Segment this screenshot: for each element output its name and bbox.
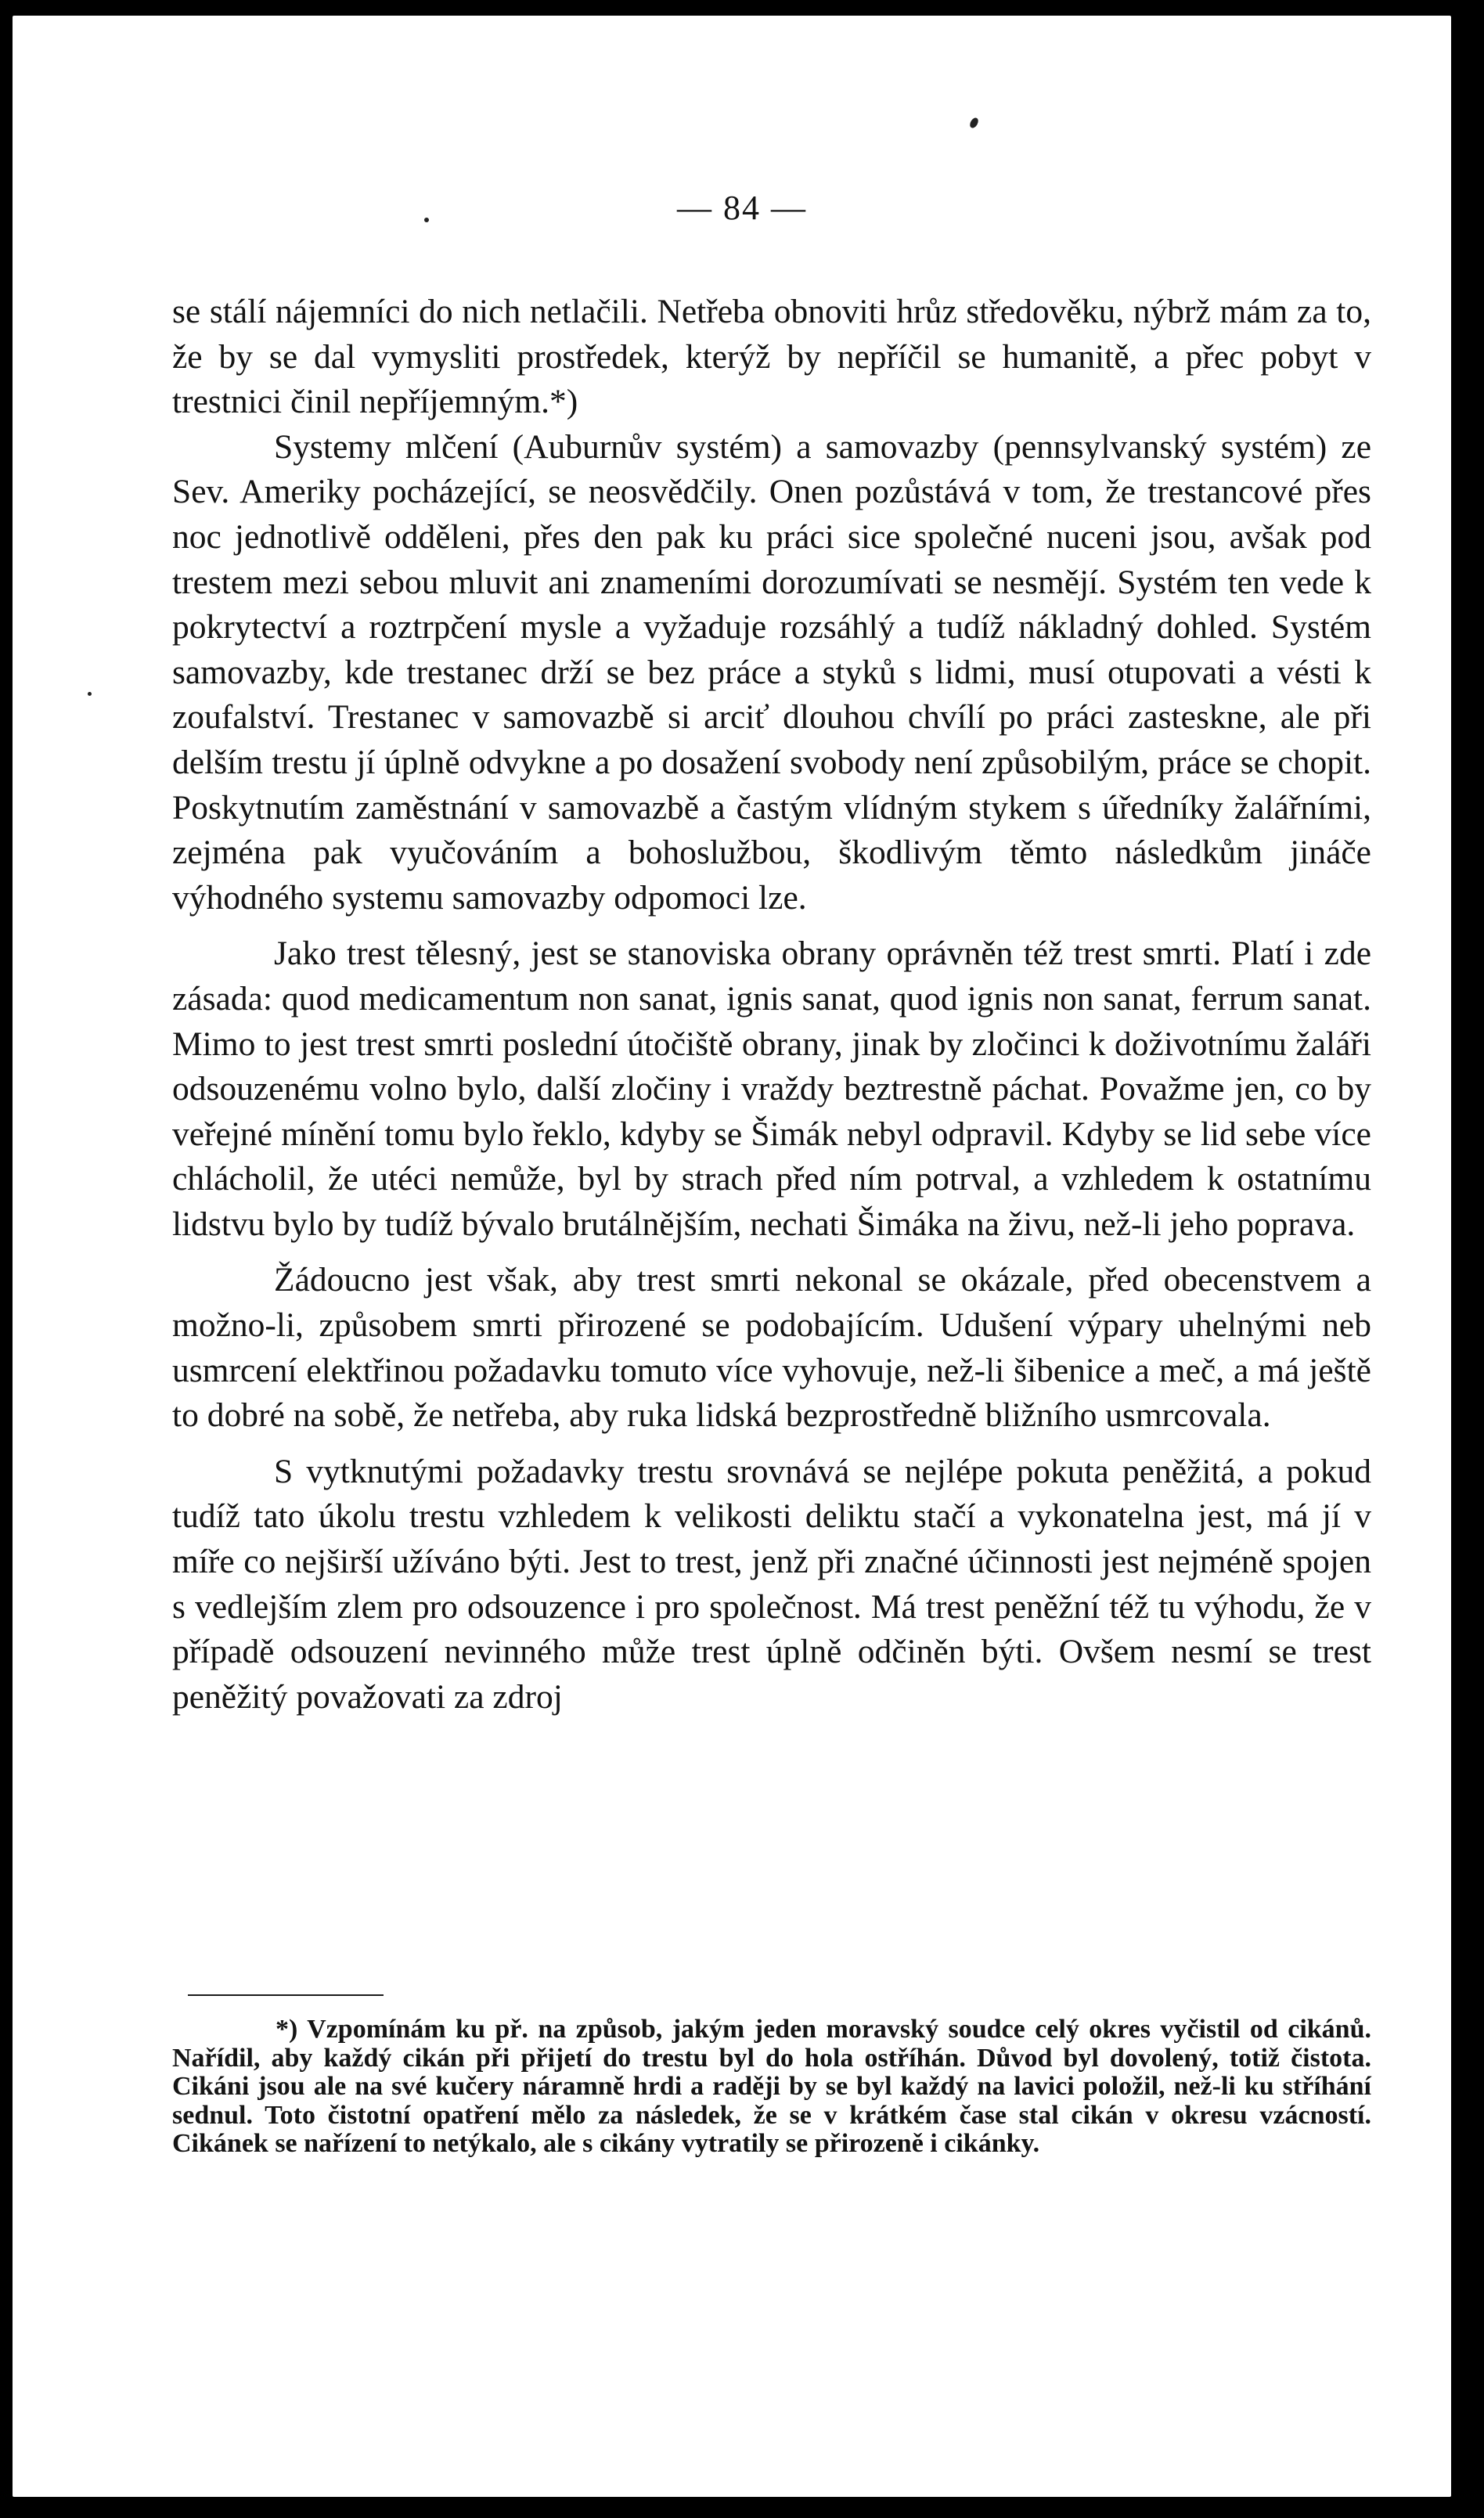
footnote: *) Vzpomínám ku př. na způsob, jakým jeden moravský soudce celý okres vyčistil od cikánů. Nařídil, aby každý cikán při přijetí do trestu byl do hola ostříhán. Důvod byl dovolený, totiž čistota. Cikáni jsou ale na své kučery náramně hrdi a raději by se byl každý na lavici položil, než-li ku stříhání sednul. Toto čistotní opatření mělo za následek, že se v krátkém čase stal cikán v okresu vzácností. Cikánek se nařízení to netýkalo, ale s cikány vytratily se přirozeně i cikánky.	[172, 2015, 1371, 2158]
paragraph: se stálí nájemníci do nich netlačili. Netřeba obnoviti hrůz středověku, nýbrž mám za to, že by se dal vymysliti prostředek, kterýž by nepříčil se humanitě, a přec pobyt v trestnici činil nepříjemným.*)	[172, 293, 1371, 421]
paragraph: S vytknutými požadavky trestu srovnává se nejlépe pokuta peněžitá, a pokud tudíž tato úkolu trestu vzhledem k velikosti deliktu stačí a vykonatelna jest, má jí v míře co nejširší užíváno býti. Jest to trest, jenž při značné účinnosti jest nejméně spojen s vedlejším zlem pro odsouzence i pro společnost. Má trest peněžní též tu výhodu, že v případě odsouzení nevinného může trest úplně odčiněn býti. Ovšem nesmí se trest peněžitý považovati za zdroj	[172, 1452, 1371, 1716]
page-number: — 84 —	[677, 189, 807, 227]
body-text	[172, 290, 1371, 1720]
paragraph: Žádoucno jest však, aby trest smrti nekonal se okázale, před obecenstvem a možno-li, způsobem smrti přirozené se podobajícím. Udušení výpary uhelnými neb usmrcení elektřinou požadavku tomuto více vyhovuje, než-li šibenice a meč, a má ještě to dobré na sobě, že netřeba, aby ruka lidská bezprostředně bližního usmrcovala.	[172, 1261, 1371, 1435]
paragraph: Jako trest tělesný, jest se stanoviska obrany oprávněn též trest smrti. Platí i zde zásada: quod medicamentum non sanat, ignis sanat, quod ignis non sanat, ferrum sanat. Mimo to jest trest smrti poslední útočiště obrany, jinak by zločinci k doživotnímu žaláři odsouzenému volno bylo, další zločiny i vraždy beztrestně páchat. Považme jen, co by veřejné mínění tomu bylo řeklo, kdyby se Šimák nebyl odpravil. Kdyby se lid sebe více chlácholil, že utéci nemůže, byl by strach před ním potrval, a vzhledem k ostatnímu lidstvu bylo by tudíž bývalo brutálnějším, nechati Šimáka na živu, než-li jeho poprava.	[172, 935, 1371, 1243]
paragraph: Systemy mlčení (Auburnův systém) a samovazby (pennsylvanský systém) ze Sev. Ameriky pocházející, se neosvědčily. Onen pozůstává v tom, že trestancové přes noc jednotlivě odděleni, přes den pak ku práci sice společné nuceni jsou, avšak pod trestem mezi sebou mluvit ani znameními dorozumívati se nesmějí. Systém ten vede k pokrytectví a roztrpčení mysle a vyžaduje rozsáhlý a tudíž nákladný dohled. Systém samovazby, kde trestanec drží se bez práce a styků s lidmi, musí otupovati a vésti k zoufalství. Trestanec v samovazbě si arciť dlouhou chvílí po práci zasteskne, ale při delším trestu jí úplně odvykne a po dosažení svobody není způsobilým, práce se chopit. Poskytnutím zaměstnání v samovazbě a častým vlídným stykem s úředníky žalářními, zejména pak vyučováním a bohoslužbou, škodlivým těmto následkům jináče výhodného systemu samovazby odpomoci lze.	[172, 427, 1371, 917]
footnote-divider	[188, 1994, 384, 1996]
print-speck	[88, 692, 92, 696]
